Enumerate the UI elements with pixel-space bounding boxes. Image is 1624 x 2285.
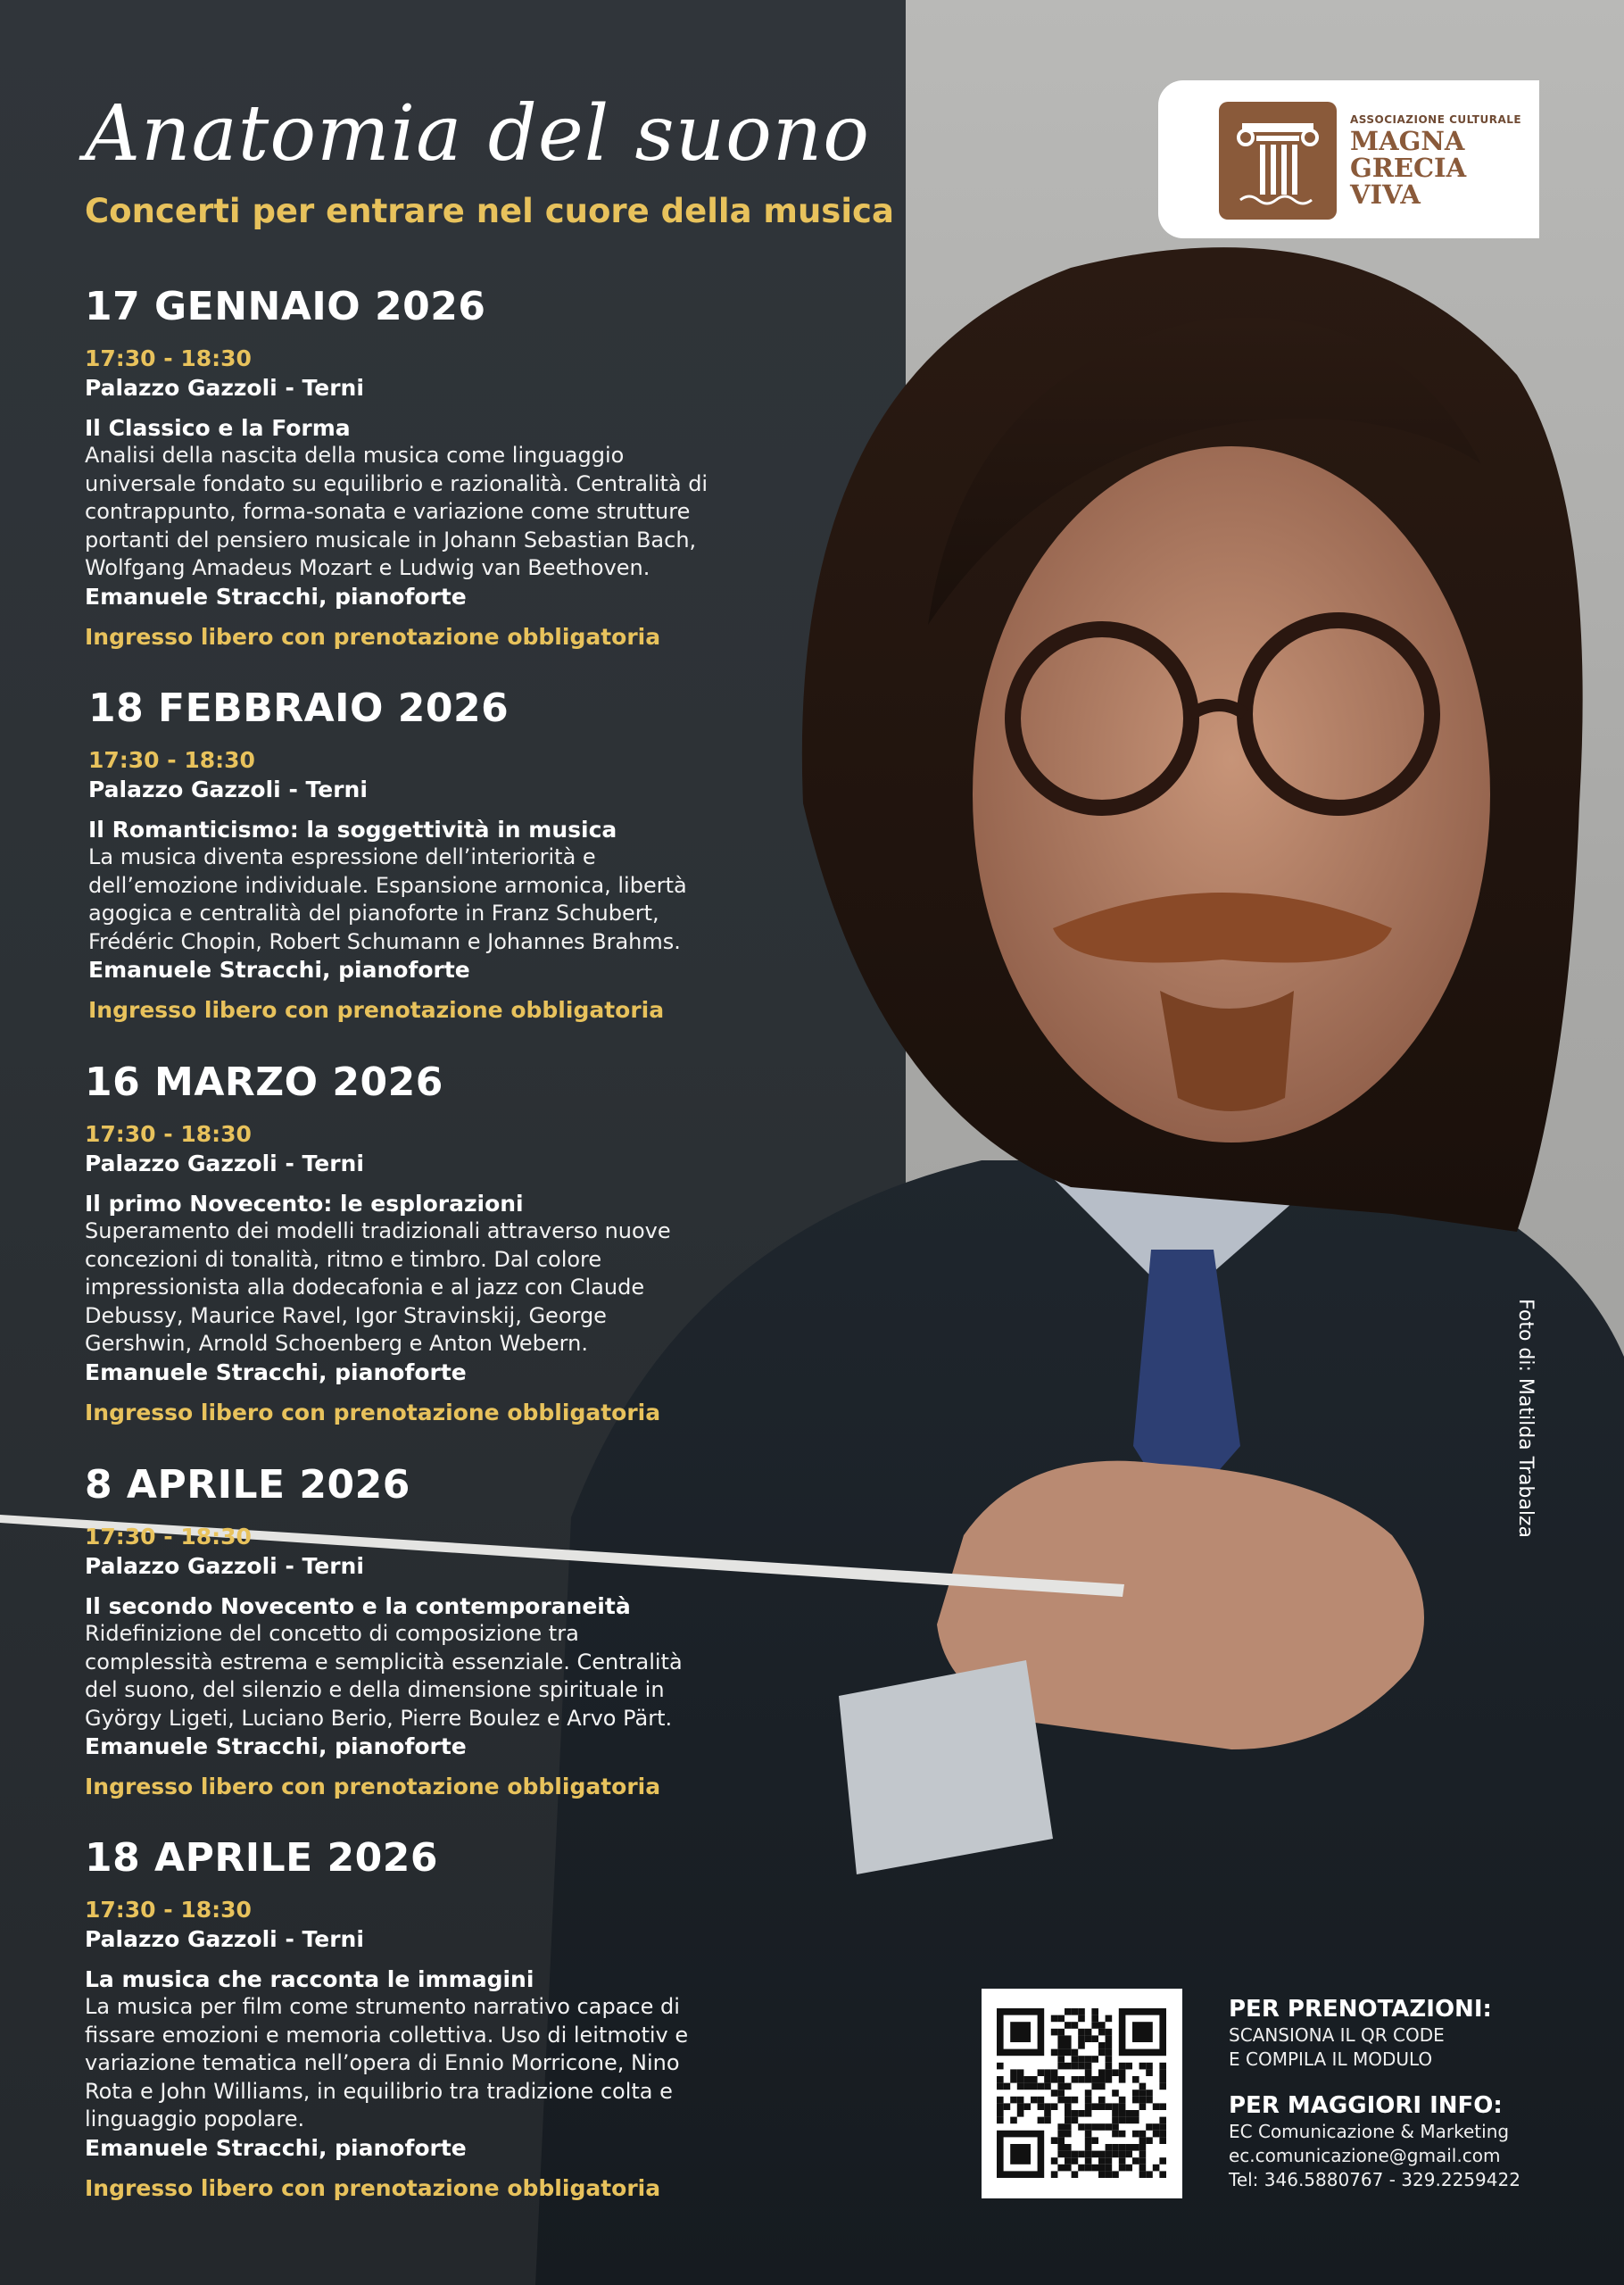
company-name: EC Comunicazione & Marketing [1229,2121,1510,2142]
event-description-line: del suono, del silenzio e della dimensione spirituale in [85,1677,665,1702]
event-topic: Il Romanticismo: la soggettività in musica [88,817,617,843]
event-performer: Emanuele Stracchi, pianoforte [85,1733,467,1759]
booking-instruction: E COMPILA IL MODULO [1229,2048,1433,2070]
event-time: 17:30 - 18:30 [85,345,252,371]
more-info-heading: PER MAGGIORI INFO: [1229,2092,1503,2119]
event-description-line: Rota e John Williams, in equilibrio tra tradizione colta e [85,2078,673,2104]
contact-phone[interactable]: Tel: 346.5880767 - 329.2259422 [1229,2169,1520,2190]
organizer-logo [1158,80,1539,238]
photo-credit [1514,1299,1544,1584]
column-emblem-icon [1219,102,1337,220]
event-description-line: Superamento dei modelli tradizionali attraverso nuove [85,1218,671,1243]
event-description-line: Analisi della nascita della musica come linguaggio [85,443,625,468]
event-description-line: La musica diventa espressione dell’interiorità e [88,844,596,869]
event-description-line: Gershwin, Arnold Schoenberg e Anton Webern. [85,1331,588,1356]
logo-name-line: MAGNA [1350,126,1465,156]
event-performer: Emanuele Stracchi, pianoforte [85,1359,467,1385]
event-topic: Il Classico e la Forma [85,415,351,441]
photo-credit-text: Foto di: Matilda Trabalza [1514,1299,1537,1538]
event-venue: Palazzo Gazzoli - Terni [85,1151,364,1176]
poster-title: Anatomia del suono [85,89,871,179]
event-topic: Il primo Novecento: le esplorazioni [85,1191,524,1217]
event-block [88,686,802,1023]
event-description-line: impressionista alla dodecafonia e al jazz con Claude [85,1275,645,1300]
event-description-line: La musica per film come strumento narrativo capace di [85,1994,680,2019]
event-performer: Emanuele Stracchi, pianoforte [85,2134,467,2161]
event-description-line: fissare emozioni e memoria collettiva. Uso di leitmotiv e [85,2022,689,2048]
event-description-line: Ridefinizione del concetto di composizione tra [85,1621,579,1646]
event-description-line: Wolfgang Amadeus Mozart e Ludwig van Beethoven. [85,555,650,580]
contact-email[interactable]: ec.comunicazione@gmail.com [1229,2145,1501,2166]
poster-subtitle: Concerti per entrare nel cuore della musica [85,192,894,230]
logo-name-line: GRECIA [1350,153,1467,183]
event-block [85,1462,799,1799]
logo-name-line: VIVA [1350,179,1421,210]
event-entry-note: Ingresso libero con prenotazione obbligatoria [85,1774,661,1799]
event-description-line: portanti del pensiero musicale in Johann Sebastian Bach, [85,527,697,553]
booking-qr-code[interactable] [982,1989,1182,2198]
event-venue: Palazzo Gazzoli - Terni [85,375,364,401]
event-block [85,1835,799,2201]
event-date: 16 MARZO 2026 [85,1059,443,1105]
contact-info [1229,1995,1603,2192]
event-date: 18 FEBBRAIO 2026 [88,686,510,731]
event-description-line: linguaggio popolare. [85,2106,305,2131]
booking-heading: PER PRENOTAZIONI: [1229,1996,1492,2023]
event-description-line: contrappunto, forma-sonata e variazione come strutture [85,499,691,524]
event-topic: Il secondo Novecento e la contemporaneità [85,1593,631,1619]
event-description-line: Debussy, Maurice Ravel, Igor Stravinskij, George [85,1302,607,1328]
event-time: 17:30 - 18:30 [88,747,255,773]
event-entry-note: Ingresso libero con prenotazione obbligatoria [88,997,665,1023]
event-time: 17:30 - 18:30 [85,1524,252,1550]
event-performer: Emanuele Stracchi, pianoforte [88,957,470,983]
qr-code-icon [982,1989,1182,2198]
event-description-line: dell’emozione individuale. Espansione armonica, libertà [88,872,687,898]
event-time: 17:30 - 18:30 [85,1897,252,1923]
event-date: 8 APRILE 2026 [85,1462,410,1508]
event-venue: Palazzo Gazzoli - Terni [85,1926,364,1952]
event-venue: Palazzo Gazzoli - Terni [88,777,368,802]
event-date: 17 GENNAIO 2026 [85,284,486,329]
event-entry-note: Ingresso libero con prenotazione obbligatoria [85,623,661,650]
event-time: 17:30 - 18:30 [85,1121,252,1147]
event-venue: Palazzo Gazzoli - Terni [85,1553,364,1579]
event-entry-note: Ingresso libero con prenotazione obbligatoria [85,1399,661,1425]
event-performer: Emanuele Stracchi, pianoforte [85,583,467,610]
event-description-line: variazione tematica nell’opera di Ennio Morricone, Nino [85,2050,680,2075]
event-description-line: complessità estrema e semplicità essenziale. Centralità [85,1649,683,1674]
event-block [85,1059,799,1425]
event-description-line: concezioni di tonalità, ritmo e timbro. Dal colore [85,1246,602,1272]
event-description-line: agogica e centralità del pianoforte in Franz Schubert, [88,901,659,926]
booking-instruction: SCANSIONA IL QR CODE [1229,2024,1445,2046]
event-entry-note: Ingresso libero con prenotazione obbligatoria [85,2174,661,2201]
logo-association-label: ASSOCIAZIONE CULTURALE [1350,113,1522,126]
event-date: 18 APRILE 2026 [85,1835,438,1881]
event-description-line: György Ligeti, Luciano Berio, Pierre Boulez e Arvo Pärt. [85,1705,673,1731]
event-block [85,284,799,650]
event-description-line: universale fondato su equilibrio e razionalità. Centralità di [85,470,708,496]
event-description-line: Frédéric Chopin, Robert Schumann e Johannes Brahms. [88,928,681,954]
event-topic: La musica che racconta le immagini [85,1966,534,1992]
